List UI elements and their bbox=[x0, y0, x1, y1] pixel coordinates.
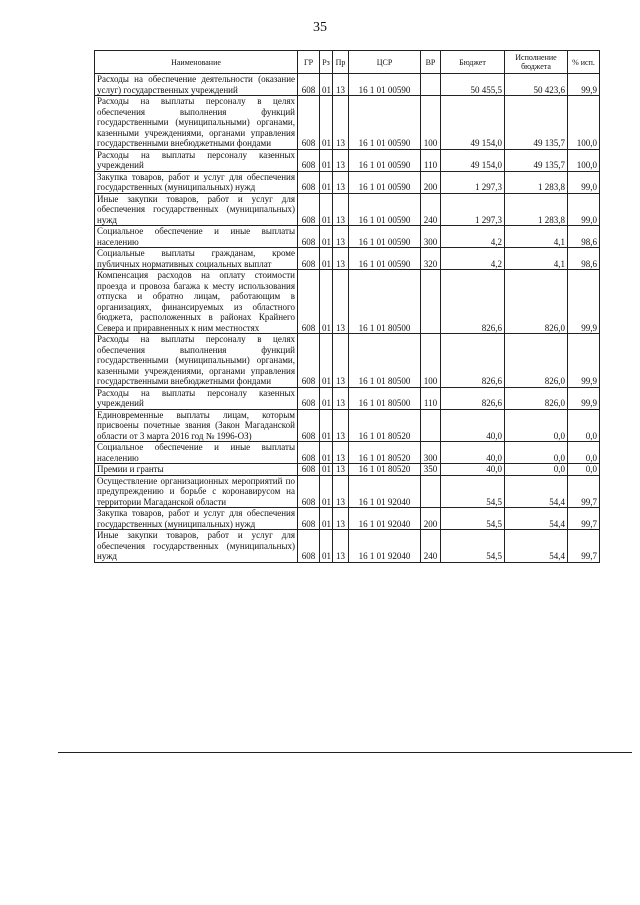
table-row bbox=[95, 464, 600, 476]
footer-divider bbox=[58, 752, 632, 753]
table-row bbox=[95, 334, 600, 388]
cell-csr: 16 1 01 00590 bbox=[349, 96, 421, 150]
cell-percent: 0,0 bbox=[568, 442, 600, 464]
cell-name: Осуществление организационных мероприятий по предупреждению и борьбе с коронавирусом на территории Магаданской области bbox=[95, 475, 298, 508]
cell-execution: 1 283,8 bbox=[505, 171, 568, 193]
cell-csr: 16 1 01 00590 bbox=[349, 193, 421, 226]
cell-budget: 40,0 bbox=[441, 409, 505, 442]
cell-vr: 110 bbox=[421, 387, 441, 409]
cell-name: Социальные выплаты гражданам, кроме публичных нормативных социальных выплат bbox=[95, 248, 298, 270]
table-row bbox=[95, 530, 600, 563]
table-header-row bbox=[95, 51, 600, 74]
cell-vr: 100 bbox=[421, 96, 441, 150]
cell-vr: 320 bbox=[421, 248, 441, 270]
cell-vr: 100 bbox=[421, 334, 441, 388]
cell-pr: 13 bbox=[333, 508, 349, 530]
cell-name: Расходы на выплаты персоналу казенных учреждений bbox=[95, 387, 298, 409]
cell-gr: 608 bbox=[298, 409, 320, 442]
col-header-vr: ВР bbox=[421, 51, 441, 74]
cell-budget: 1 297,3 bbox=[441, 171, 505, 193]
cell-budget: 826,6 bbox=[441, 334, 505, 388]
cell-name: Расходы на обеспечение деятельности (оказание услуг) государственных учреждений bbox=[95, 74, 298, 96]
cell-name: Социальное обеспечение и иные выплаты населению bbox=[95, 226, 298, 248]
cell-budget: 40,0 bbox=[441, 464, 505, 476]
cell-budget: 54,5 bbox=[441, 508, 505, 530]
col-header-execution: Исполнение бюджета bbox=[505, 51, 568, 74]
cell-execution: 49 135,7 bbox=[505, 149, 568, 171]
cell-vr: 240 bbox=[421, 530, 441, 563]
cell-csr: 16 1 01 92040 bbox=[349, 475, 421, 508]
table-row bbox=[95, 96, 600, 150]
cell-csr: 16 1 01 00590 bbox=[349, 171, 421, 193]
cell-pr: 13 bbox=[333, 248, 349, 270]
cell-name: Расходы на выплаты персоналу в целях обеспечения выполнения функций государственными (муниципальными) органами, казенными учреждениями, органами управления государственными внебюджетными фондами bbox=[95, 96, 298, 150]
cell-rz: 01 bbox=[320, 226, 333, 248]
col-header-pr: Пр bbox=[333, 51, 349, 74]
cell-vr bbox=[421, 475, 441, 508]
table-row bbox=[95, 74, 600, 96]
cell-rz: 01 bbox=[320, 149, 333, 171]
cell-gr: 608 bbox=[298, 442, 320, 464]
cell-rz: 01 bbox=[320, 334, 333, 388]
cell-budget: 54,5 bbox=[441, 530, 505, 563]
cell-execution: 50 423,6 bbox=[505, 74, 568, 96]
cell-execution: 49 135,7 bbox=[505, 96, 568, 150]
cell-budget: 4,2 bbox=[441, 226, 505, 248]
cell-budget: 54,5 bbox=[441, 475, 505, 508]
cell-execution: 0,0 bbox=[505, 409, 568, 442]
cell-rz: 01 bbox=[320, 171, 333, 193]
cell-pr: 13 bbox=[333, 149, 349, 171]
cell-csr: 16 1 01 80520 bbox=[349, 409, 421, 442]
table-row bbox=[95, 270, 600, 334]
cell-budget: 49 154,0 bbox=[441, 149, 505, 171]
cell-execution: 826,0 bbox=[505, 270, 568, 334]
cell-budget: 826,6 bbox=[441, 387, 505, 409]
cell-vr: 300 bbox=[421, 226, 441, 248]
cell-gr: 608 bbox=[298, 270, 320, 334]
cell-name: Закупка товаров, работ и услуг для обеспечения государственных (муниципальных) нужд bbox=[95, 508, 298, 530]
cell-percent: 0,0 bbox=[568, 409, 600, 442]
cell-csr: 16 1 01 92040 bbox=[349, 530, 421, 563]
cell-csr: 16 1 01 00590 bbox=[349, 74, 421, 96]
cell-csr: 16 1 01 80500 bbox=[349, 387, 421, 409]
cell-gr: 608 bbox=[298, 387, 320, 409]
cell-name: Расходы на выплаты персоналу казенных учреждений bbox=[95, 149, 298, 171]
cell-csr: 16 1 01 80520 bbox=[349, 464, 421, 476]
cell-csr: 16 1 01 80520 bbox=[349, 442, 421, 464]
cell-execution: 54,4 bbox=[505, 475, 568, 508]
cell-execution: 826,0 bbox=[505, 387, 568, 409]
cell-pr: 13 bbox=[333, 96, 349, 150]
table-row bbox=[95, 248, 600, 270]
col-header-percent: % исп. bbox=[568, 51, 600, 74]
cell-execution: 1 283,8 bbox=[505, 193, 568, 226]
cell-name: Расходы на выплаты персоналу в целях обеспечения выполнения функций государственными (муниципальными) органами, казенными учреждениями, органами управления государственными внебюджетными фондами bbox=[95, 334, 298, 388]
table-row bbox=[95, 171, 600, 193]
table-row bbox=[95, 442, 600, 464]
cell-gr: 608 bbox=[298, 508, 320, 530]
budget-table bbox=[94, 50, 600, 563]
cell-csr: 16 1 01 80500 bbox=[349, 270, 421, 334]
cell-rz: 01 bbox=[320, 74, 333, 96]
cell-execution: 4,1 bbox=[505, 226, 568, 248]
cell-pr: 13 bbox=[333, 270, 349, 334]
cell-percent: 99,7 bbox=[568, 530, 600, 563]
cell-rz: 01 bbox=[320, 270, 333, 334]
cell-pr: 13 bbox=[333, 334, 349, 388]
cell-gr: 608 bbox=[298, 171, 320, 193]
cell-pr: 13 bbox=[333, 442, 349, 464]
col-header-budget: Бюджет bbox=[441, 51, 505, 74]
cell-percent: 99,7 bbox=[568, 508, 600, 530]
cell-rz: 01 bbox=[320, 475, 333, 508]
cell-gr: 608 bbox=[298, 74, 320, 96]
table-row bbox=[95, 475, 600, 508]
cell-rz: 01 bbox=[320, 409, 333, 442]
cell-vr: 350 bbox=[421, 464, 441, 476]
cell-rz: 01 bbox=[320, 387, 333, 409]
cell-pr: 13 bbox=[333, 193, 349, 226]
cell-gr: 608 bbox=[298, 334, 320, 388]
cell-vr bbox=[421, 270, 441, 334]
cell-name: Компенсация расходов на оплату стоимости проезда и провоза багажа к месту использования отпуска и обратно лицам, работающим в организациях, финансируемых из областного бюджета, расположенных в районах Крайнего Севера и приравненных к ним местностях bbox=[95, 270, 298, 334]
cell-rz: 01 bbox=[320, 508, 333, 530]
cell-gr: 608 bbox=[298, 149, 320, 171]
col-header-gr: ГР bbox=[298, 51, 320, 74]
cell-rz: 01 bbox=[320, 442, 333, 464]
cell-percent: 0,0 bbox=[568, 464, 600, 476]
cell-vr: 300 bbox=[421, 442, 441, 464]
table-row bbox=[95, 226, 600, 248]
cell-percent: 99,0 bbox=[568, 171, 600, 193]
cell-execution: 826,0 bbox=[505, 334, 568, 388]
cell-gr: 608 bbox=[298, 464, 320, 476]
cell-percent: 100,0 bbox=[568, 149, 600, 171]
cell-execution: 0,0 bbox=[505, 464, 568, 476]
cell-budget: 1 297,3 bbox=[441, 193, 505, 226]
cell-name: Единовременные выплаты лицам, которым присвоены почетные звания (Закон Магаданской области от 3 марта 2016 год № 1996-ОЗ) bbox=[95, 409, 298, 442]
cell-rz: 01 bbox=[320, 464, 333, 476]
cell-pr: 13 bbox=[333, 530, 349, 563]
cell-name: Социальное обеспечение и иные выплаты населению bbox=[95, 442, 298, 464]
cell-csr: 16 1 01 80500 bbox=[349, 334, 421, 388]
cell-name: Иные закупки товаров, работ и услуг для обеспечения государственных (муниципальных) нужд bbox=[95, 530, 298, 563]
cell-budget: 49 154,0 bbox=[441, 96, 505, 150]
cell-name: Закупка товаров, работ и услуг для обеспечения государственных (муниципальных) нужд bbox=[95, 171, 298, 193]
cell-percent: 99,7 bbox=[568, 475, 600, 508]
cell-rz: 01 bbox=[320, 96, 333, 150]
col-header-rz: Рз bbox=[320, 51, 333, 74]
table-body bbox=[95, 74, 600, 563]
cell-gr: 608 bbox=[298, 530, 320, 563]
cell-budget: 40,0 bbox=[441, 442, 505, 464]
cell-pr: 13 bbox=[333, 226, 349, 248]
table-row bbox=[95, 409, 600, 442]
cell-execution: 54,4 bbox=[505, 530, 568, 563]
table-row bbox=[95, 193, 600, 226]
cell-budget: 826,6 bbox=[441, 270, 505, 334]
cell-gr: 608 bbox=[298, 226, 320, 248]
cell-percent: 99,9 bbox=[568, 270, 600, 334]
cell-name: Иные закупки товаров, работ и услуг для обеспечения государственных (муниципальных) нужд bbox=[95, 193, 298, 226]
cell-pr: 13 bbox=[333, 387, 349, 409]
cell-pr: 13 bbox=[333, 171, 349, 193]
cell-percent: 99,9 bbox=[568, 387, 600, 409]
table-row bbox=[95, 508, 600, 530]
cell-percent: 99,0 bbox=[568, 193, 600, 226]
cell-percent: 98,6 bbox=[568, 226, 600, 248]
cell-csr: 16 1 01 00590 bbox=[349, 226, 421, 248]
cell-percent: 98,6 bbox=[568, 248, 600, 270]
cell-pr: 13 bbox=[333, 464, 349, 476]
cell-vr bbox=[421, 74, 441, 96]
cell-percent: 99,9 bbox=[568, 334, 600, 388]
cell-vr bbox=[421, 409, 441, 442]
cell-gr: 608 bbox=[298, 193, 320, 226]
cell-execution: 0,0 bbox=[505, 442, 568, 464]
cell-execution: 4,1 bbox=[505, 248, 568, 270]
col-header-csr: ЦСР bbox=[349, 51, 421, 74]
cell-pr: 13 bbox=[333, 74, 349, 96]
cell-vr: 200 bbox=[421, 171, 441, 193]
cell-execution: 54,4 bbox=[505, 508, 568, 530]
table-row bbox=[95, 149, 600, 171]
cell-gr: 608 bbox=[298, 475, 320, 508]
cell-pr: 13 bbox=[333, 475, 349, 508]
cell-vr: 200 bbox=[421, 508, 441, 530]
cell-rz: 01 bbox=[320, 530, 333, 563]
cell-rz: 01 bbox=[320, 193, 333, 226]
cell-rz: 01 bbox=[320, 248, 333, 270]
cell-csr: 16 1 01 00590 bbox=[349, 149, 421, 171]
cell-csr: 16 1 01 92040 bbox=[349, 508, 421, 530]
cell-percent: 100,0 bbox=[568, 96, 600, 150]
cell-budget: 4,2 bbox=[441, 248, 505, 270]
cell-gr: 608 bbox=[298, 96, 320, 150]
cell-percent: 99,9 bbox=[568, 74, 600, 96]
page-number: 35 bbox=[313, 20, 327, 35]
cell-csr: 16 1 01 00590 bbox=[349, 248, 421, 270]
cell-vr: 110 bbox=[421, 149, 441, 171]
cell-name: Премии и гранты bbox=[95, 464, 298, 476]
table-row bbox=[95, 387, 600, 409]
col-header-name: Наименование bbox=[95, 51, 298, 74]
cell-budget: 50 455,5 bbox=[441, 74, 505, 96]
cell-vr: 240 bbox=[421, 193, 441, 226]
cell-gr: 608 bbox=[298, 248, 320, 270]
cell-pr: 13 bbox=[333, 409, 349, 442]
